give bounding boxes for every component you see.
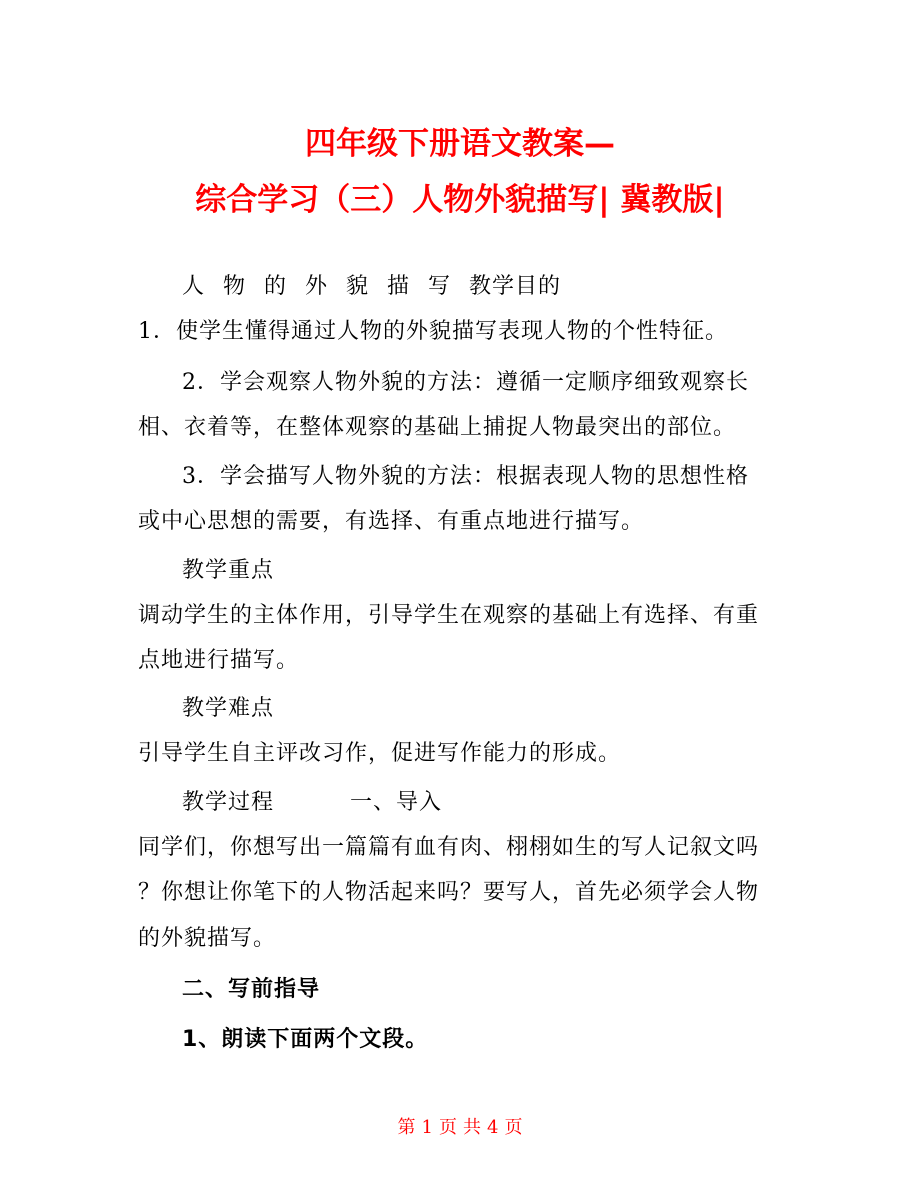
difficulty-text: 引导学生自主评改习作，促进写作能力的形成。 bbox=[138, 741, 622, 766]
footer-prefix: 第 bbox=[397, 1117, 416, 1138]
footer-mid-2: 共 bbox=[463, 1117, 481, 1138]
key-points-line-b: 点地进行描写。 bbox=[138, 648, 300, 673]
process-heading: 教学过程 bbox=[182, 790, 275, 815]
document-title-line-2: 综合学习（三）人物外貌描写| 冀教版| bbox=[195, 182, 725, 218]
intro-line-b: ？你想让你笔下的人物活起来吗？要写人，首先必须学会人物 bbox=[138, 880, 760, 905]
goal-heading-spaced: 人物的外貌描写 bbox=[182, 274, 470, 299]
process-step-1: 一、导入 bbox=[350, 790, 443, 815]
section-2-heading: 二、写前指导 bbox=[182, 977, 321, 1002]
key-points-line-a: 调动学生的主体作用，引导学生在观察的基础上有选择、有重 bbox=[138, 603, 760, 628]
difficulty-heading: 教学难点 bbox=[182, 696, 275, 721]
goal-heading bbox=[182, 272, 561, 302]
footer-suffix: 页 bbox=[504, 1117, 523, 1138]
footer-page-current: 1 bbox=[421, 1117, 433, 1138]
intro-line-c: 的外貌描写。 bbox=[138, 926, 277, 951]
section-2-item-1: 1、朗读下面两个文段。 bbox=[182, 1027, 429, 1052]
goal-3-line-a: 3．学会描写人物外貌的方法：根据表现人物的思想性格 bbox=[182, 464, 749, 489]
footer-page-total: 4 bbox=[487, 1117, 499, 1138]
footer-mid-1: 页 bbox=[439, 1117, 457, 1138]
goal-2-line-a: 2．学会观察人物外貌的方法：遵循一定顺序细致观察长 bbox=[182, 370, 749, 395]
document-title-line-1: 四年级下册语文教案— bbox=[305, 126, 615, 162]
goal-2-line-b: 相、衣着等，在整体观察的基础上捕捉人物最突出的部位。 bbox=[138, 415, 737, 440]
goal-1: 1．使学生懂得通过人物的外貌描写表现人物的个性特征。 bbox=[138, 319, 728, 344]
goal-heading-tail: 教学目的 bbox=[469, 274, 562, 299]
intro-line-a: 同学们，你想写出一篇篇有血有肉、栩栩如生的写人记叙文吗 bbox=[138, 835, 760, 860]
goal-3-line-b: 或中心思想的需要，有选择、有重点地进行描写。 bbox=[138, 509, 645, 534]
page-footer bbox=[0, 1113, 920, 1139]
key-points-heading: 教学重点 bbox=[182, 558, 275, 583]
